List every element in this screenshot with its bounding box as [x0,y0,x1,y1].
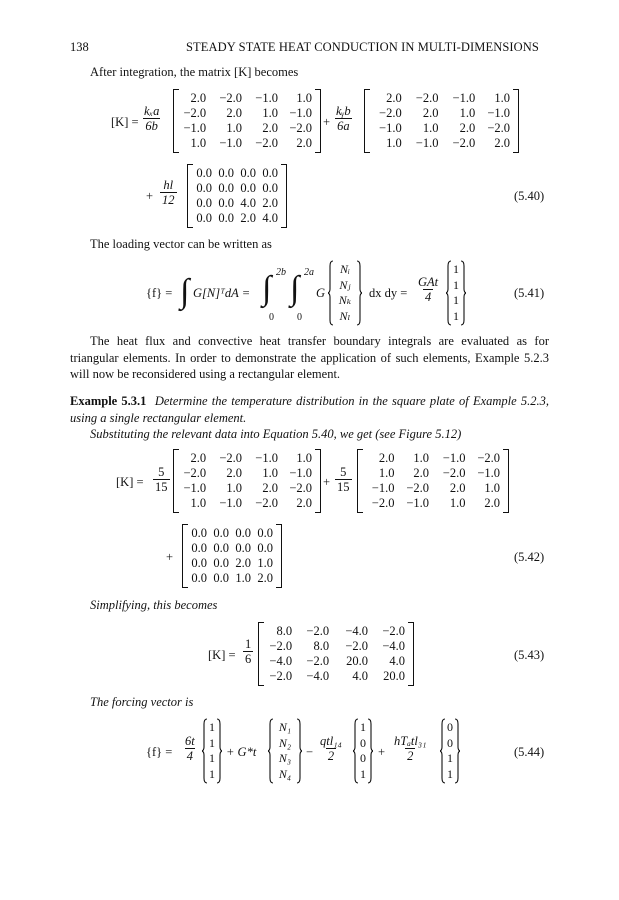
matrix-cell: 1.0 [413,451,429,465]
matrix-cell: −2.0 [255,136,278,150]
matrix-cell: 2.0 [190,91,207,105]
matrix-cell: 2.0 [422,106,439,120]
eq541-coef-den: 4 [424,290,432,304]
matrix-cell: 2.0 [386,91,402,105]
matrix-cell: 1.0 [296,91,312,105]
eq544-plus: + [378,745,386,759]
eq541-G: G [316,286,326,300]
eq544-coef3-num: hTₐtl₃₁ [394,734,427,748]
vector-entry: 1 [209,735,215,750]
eq541-integral-3: ∫ [290,270,300,307]
running-title: STEADY STATE HEAT CONDUCTION IN MULTI-DIMENSIONS [186,40,539,54]
matrix-cell: −2.0 [269,669,293,683]
eq540-matrix-3 [187,164,287,228]
matrix-cell: 2.0 [240,211,256,225]
vector-entry: 1 [447,751,453,765]
matrix-cell: 1.0 [262,106,278,120]
matrix-cell: −2.0 [452,136,476,150]
eq542-coef1-num: 5 [158,465,165,479]
eq544-lhs: {f} = [146,745,173,759]
matrix-row [174,121,312,136]
vector-entry: 1 [453,293,459,307]
matrix-cell: 1.0 [296,451,312,465]
matrix-cell: 1.0 [494,91,510,105]
matrix-cell: 2.0 [413,466,429,480]
eq541-upper-1: 2b [276,267,286,278]
matrix-cell: 8.0 [276,624,293,638]
matrix-cell: 2.0 [262,481,278,495]
eq543-lhs: [K] = [208,648,236,662]
eq542-plus-2: + [166,550,174,564]
matrix-row [365,136,510,151]
eq544-vector-4 [440,718,460,784]
matrix-cell: 2.0 [484,496,500,510]
matrix-cell: 2.0 [494,136,510,150]
matrix-cell: −2.0 [219,451,243,465]
eq540-coef1 [142,104,161,133]
matrix-row [358,496,500,511]
eq542-matrix-1 [173,449,321,513]
eq541-integral-1: ∫ [180,273,190,310]
eq543-coef-num: 1 [245,637,252,651]
eq540-number: (5.40) [514,189,545,203]
matrix-cell: 0.0 [240,166,256,180]
matrix-cell: 0.0 [196,211,212,225]
matrix-cell: −4.0 [306,669,330,683]
matrix-cell: −1.0 [255,91,278,105]
eq541-coef-num: GAt [418,275,439,289]
matrix-cell: −2.0 [345,639,369,653]
matrix-cell: 2.0 [235,556,251,570]
matrix-row [365,106,510,121]
vector-entry: N₁ [278,720,292,734]
matrix-cell: −2.0 [379,106,402,120]
matrix-row [259,669,405,684]
eq542-matrix-3 [182,524,282,588]
matrix-cell: −1.0 [183,481,207,495]
matrix-cell: 0.0 [257,541,273,555]
matrix-cell: −2.0 [406,481,429,495]
matrix-cell: 0.0 [218,166,234,180]
vector-entry: 1 [360,720,366,734]
matrix-cell: −1.0 [371,481,395,495]
eq540-coef2-num: kᵧb [336,104,351,118]
eq540-coef3 [160,178,177,207]
matrix-cell: −1.0 [442,451,466,465]
matrix-cell: −2.0 [183,106,207,120]
matrix-cell: 0.0 [196,166,212,180]
matrix-cell: 0.0 [191,526,207,540]
eq540-matrix-1 [173,89,321,153]
matrix-cell: −2.0 [255,496,278,510]
matrix-cell: −1.0 [477,466,500,480]
matrix-cell: 2.0 [378,451,395,465]
eq544-coef2 [318,734,344,763]
eq544-coef1-den: 4 [186,749,193,763]
vector-entry: 1 [447,766,453,781]
eq544-coef1-num: 6t [185,734,195,748]
matrix-cell: −1.0 [183,121,207,135]
matrix-cell: 0.0 [196,196,212,210]
example-label: Example 5.3.1 [70,394,147,408]
eq541-coef [416,275,440,304]
vector-entry: Nᵢ [340,262,350,276]
matrix-cell: 4.0 [262,211,278,225]
vector-entry: 0 [447,735,453,750]
matrix-cell: −2.0 [487,121,510,135]
eq540-coef3-num: hl [163,178,174,192]
eq541-lhs: {f} = [146,286,173,300]
eq540-lhs: [K] = [111,115,139,129]
matrix-cell: 0.0 [191,541,207,555]
matrix-row [358,481,500,496]
vector-entry: 0 [360,751,366,765]
matrix-cell: −2.0 [289,481,312,495]
matrix-cell: −1.0 [289,466,312,480]
matrix-cell: 0.0 [240,181,256,195]
matrix-cell: −4.0 [382,639,405,653]
matrix-cell: 4.0 [389,654,405,668]
eq540-coef1-den: 6b [145,119,158,133]
eq544-gstar: + G*t [226,745,257,759]
eq541-ones-vector [446,260,466,326]
eq544-coef1 [183,734,197,763]
matrix-cell: 1.0 [235,571,251,585]
matrix-cell: 2.0 [296,496,312,510]
eq544-coef2-den: 2 [327,749,335,763]
matrix-row [174,466,312,481]
matrix-row [183,556,273,571]
vector-entry: 1 [209,720,215,734]
vector-entry: 0 [447,720,453,734]
matrix-cell: 0.0 [257,526,273,540]
eq540-matrix-2 [364,89,519,153]
vector-entry: N₄ [278,766,292,781]
matrix-cell: 2.0 [190,451,207,465]
matrix-cell: 2.0 [459,121,476,135]
vector-entry: N₂ [278,735,292,750]
matrix-row [183,526,273,541]
matrix-cell: 20.0 [346,654,369,668]
matrix-cell: 0.0 [196,181,212,195]
matrix-row [174,106,312,121]
eq540-plus-1: + [323,115,331,129]
matrix-row [259,639,405,654]
eq542-coef2-den: 15 [337,480,350,494]
matrix-cell: 4.0 [240,196,256,210]
eq541-number: (5.41) [514,286,545,300]
matrix-cell: −4.0 [345,624,369,638]
matrix-cell: −2.0 [219,91,243,105]
matrix-row [259,624,405,639]
matrix-row [259,654,405,669]
matrix-cell: 2.0 [296,136,312,150]
matrix-cell: 2.0 [262,121,278,135]
matrix-row [174,451,312,466]
eq544-coef3-den: 2 [407,749,414,763]
matrix-cell: 0.0 [191,556,207,570]
matrix-row [174,496,312,511]
vector-entry: Nⱼ [339,277,351,292]
matrix-cell: 1.0 [459,106,476,120]
matrix-cell: 1.0 [190,496,207,510]
eq542-coef2 [335,465,352,494]
matrix-cell: 0.0 [218,196,234,210]
eq541-shape-vector [328,260,362,326]
matrix-cell: −2.0 [415,91,439,105]
matrix-cell: −1.0 [289,106,312,120]
matrix-row [188,181,278,196]
matrix-row [358,451,500,466]
eq541-upper-2: 2a [304,267,314,278]
matrix-row [174,481,312,496]
matrix-cell: 0.0 [218,181,234,195]
matrix-cell: 2.0 [226,466,243,480]
matrix-cell: 2.0 [262,196,278,210]
matrix-cell: −2.0 [289,121,312,135]
matrix-cell: 0.0 [235,541,251,555]
eq542-coef1 [153,465,170,494]
eq540-coef2-den: 6a [337,119,350,133]
eq541-lower-2: 0 [297,312,302,323]
eq542-plus-1: + [323,475,331,489]
matrix-cell: −1.0 [379,121,402,135]
eq540-coef3-den: 12 [162,193,175,207]
matrix-row [358,466,500,481]
matrix-cell: −2.0 [306,654,330,668]
matrix-cell: 0.0 [262,166,278,180]
matrix-cell: 1.0 [262,466,278,480]
eq541-dxdy: dx dy = [369,286,408,300]
matrix-cell: 2.0 [449,481,466,495]
eq544-vector-1 [202,718,222,784]
matrix-cell: 0.0 [235,526,251,540]
matrix-cell: −1.0 [219,136,243,150]
matrix-cell: 20.0 [383,669,405,683]
eq542-coef2-num: 5 [340,465,347,479]
eq543-number: (5.43) [514,648,545,662]
matrix-cell: −2.0 [477,451,500,465]
matrix-cell: −1.0 [255,451,278,465]
matrix-cell: −1.0 [219,496,243,510]
matrix-cell: 0.0 [213,541,229,555]
eq544-minus: − [306,745,314,759]
eq540-coef1-num: kₓa [144,104,160,118]
eq543-matrix [258,622,414,686]
eq542-number: (5.42) [514,550,545,564]
matrix-cell: 2.0 [226,106,243,120]
matrix-cell: −2.0 [183,466,207,480]
matrix-cell: 8.0 [313,639,330,653]
matrix-cell: −2.0 [371,496,395,510]
vector-entry: Nₖ [338,293,352,307]
eq540-coef2 [334,104,353,133]
matrix-row [188,166,278,181]
matrix-cell: −2.0 [269,639,293,653]
matrix-cell: 1.0 [226,121,243,135]
vector-entry: 1 [453,277,459,292]
example-text: Determine the temperature distribution in the square plate of Example 5.2.3, using a single rectangular element. [70,394,549,425]
matrix-cell: 1.0 [257,556,273,570]
heat-flux-paragraph: The heat flux and convective heat transfer boundary integrals are evaluated as for triangular elements. In order to demonstrate the application of such elements, Example 5.2.3 will now be reconsidered using a rectangular element. [70,334,549,381]
eq540-plus-2: + [146,189,154,203]
eq541-integrand: G[N]ᵀdA = [193,286,251,300]
matrix-cell: 1.0 [422,121,439,135]
matrix-cell: 1.0 [190,136,207,150]
eq543-coef [243,637,253,666]
matrix-row [174,136,312,151]
vector-entry: N₃ [278,751,292,765]
matrix-row [365,121,510,136]
matrix-cell: 2.0 [257,571,273,585]
eq543-coef-den: 6 [245,652,252,666]
matrix-row [188,196,278,211]
matrix-cell: 1.0 [449,496,466,510]
loading-vector-text: The loading vector can be written as [90,237,272,251]
eq541-lower-1: 0 [269,312,274,323]
vector-entry: 0 [360,735,366,750]
eq542-matrix-2 [357,449,509,513]
eq544-vector-3 [353,718,373,784]
matrix-cell: 0.0 [213,526,229,540]
eq544-number: (5.44) [514,745,545,759]
after-integration-text: After integration, the matrix [K] becomes [90,65,299,79]
substituting-text: Substituting the relevant data into Equation 5.40, we get (see Figure 5.12) [90,427,462,441]
vector-entry: 1 [453,308,459,323]
matrix-cell: 0.0 [218,211,234,225]
eq541-integral-2: ∫ [262,270,272,307]
forcing-text: The forcing vector is [90,695,194,709]
matrix-cell: 0.0 [262,181,278,195]
vector-entry: 1 [209,751,215,765]
matrix-row [188,211,278,226]
eq544-coef3 [392,734,429,763]
matrix-cell: 0.0 [213,556,229,570]
vector-entry: 1 [209,766,215,781]
vector-entry: 1 [453,262,459,276]
matrix-cell: 4.0 [352,669,369,683]
eq544-coef2-num: qtl₁₄ [320,734,342,748]
matrix-cell: −4.0 [269,654,293,668]
matrix-cell: −1.0 [406,496,429,510]
matrix-cell: −2.0 [382,624,405,638]
matrix-cell: 1.0 [386,136,402,150]
matrix-cell: −2.0 [306,624,330,638]
matrix-cell: 0.0 [213,571,229,585]
matrix-cell: 1.0 [226,481,243,495]
simplifying-text: Simplifying, this becomes [90,598,218,612]
matrix-cell: −1.0 [487,106,510,120]
matrix-cell: −1.0 [452,91,476,105]
matrix-row [174,91,312,106]
matrix-row [183,571,273,586]
matrix-cell: 0.0 [191,571,207,585]
vector-entry: Nₗ [339,308,351,323]
matrix-cell: −1.0 [415,136,439,150]
eq542-coef1-den: 15 [155,480,168,494]
matrix-cell: 1.0 [484,481,500,495]
matrix-row [183,541,273,556]
page-number: 138 [70,40,89,54]
vector-entry: 1 [360,766,366,781]
eq542-lhs: [K] = [116,475,144,489]
matrix-cell: 1.0 [378,466,395,480]
example-paragraph [70,393,549,426]
matrix-cell: −2.0 [442,466,466,480]
matrix-row [365,91,510,106]
eq544-vector-2 [268,718,302,784]
